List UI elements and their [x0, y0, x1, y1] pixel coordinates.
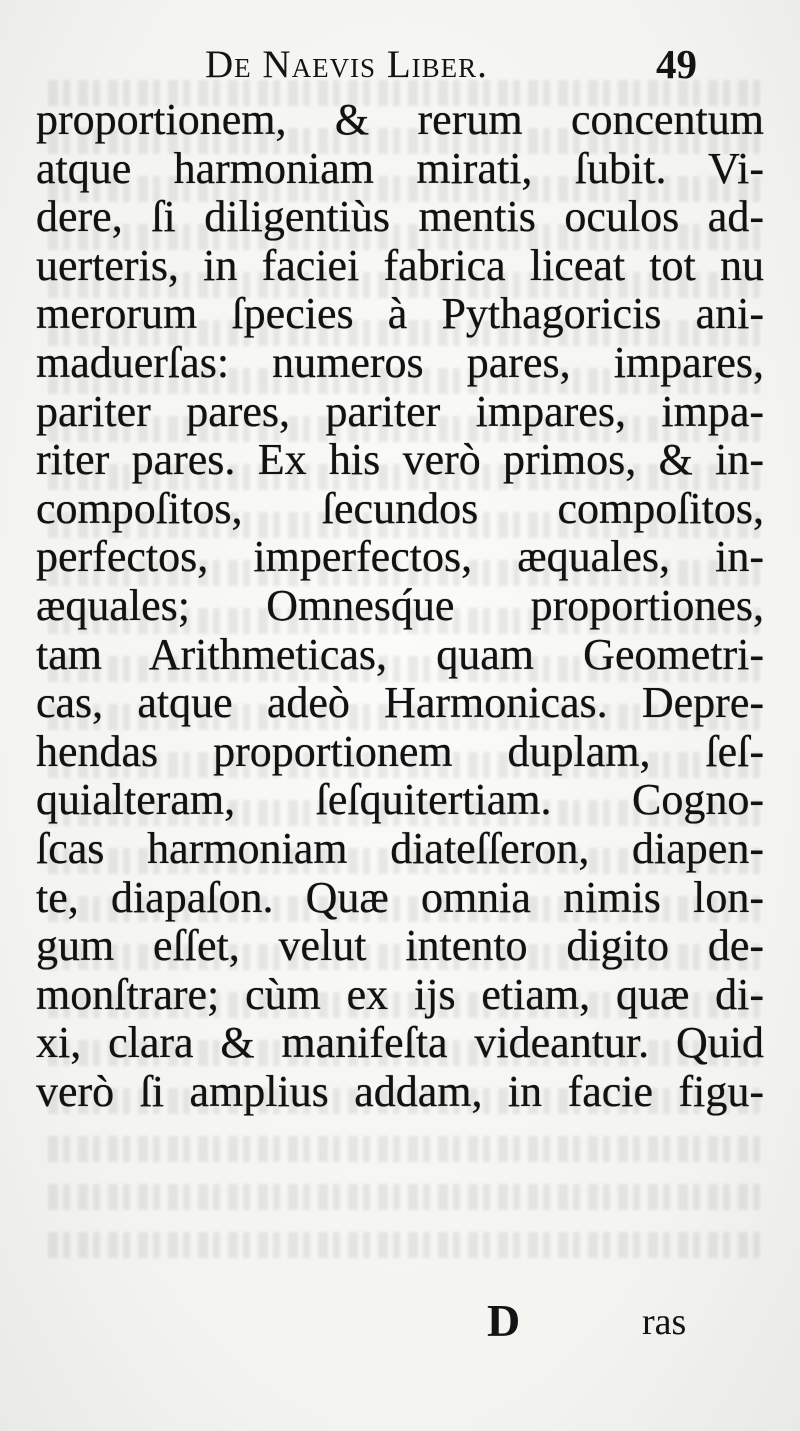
running-head [0, 38, 800, 98]
text-line: tam Arithmeticas, quam Geometri- [36, 630, 764, 679]
signature-mark: D [487, 1295, 521, 1346]
text-line: pariter pares, pariter impares, impa- [36, 387, 764, 436]
ghost-line [40, 1184, 760, 1210]
text-line: riter pares. Ex his verò primos, & in- [36, 436, 764, 485]
text-line: quialteram, ſeſquitertiam. Cogno- [36, 776, 764, 825]
text-line: compoſitos, ſecundos compoſitos, [36, 484, 764, 533]
text-line: hendas proportionem duplam, ſeſ- [36, 727, 764, 776]
ghost-line [40, 1232, 760, 1258]
page-number: 49 [656, 41, 697, 87]
text-line: æquales; Omnesq́ue proportiones, [36, 581, 764, 630]
text-line: atque harmoniam mirati, ſubit. Vi- [36, 144, 764, 193]
catchword: ras [642, 1301, 687, 1343]
ghost-line [40, 1136, 760, 1162]
text-line: uerteris, in faciei fabrica liceat tot nu [36, 241, 764, 290]
text-line: maduerſas: numeros pares, impares, [36, 338, 764, 387]
text-line: dere, ſi diligentiùs mentis oculos ad- [36, 193, 764, 242]
running-title: De Naevis Liber. [205, 43, 488, 86]
text-line: cas, atque adeò Harmonicas. Depre- [36, 679, 764, 728]
text-line: xi, clara & manifeſta videantur. Quid [36, 1019, 764, 1068]
body-text [36, 96, 764, 1116]
text-line: gum eſſet, velut intento digito de- [36, 922, 764, 971]
text-line: perfectos, imperfectos, æquales, in- [36, 533, 764, 582]
text-line: proportionem, & rerum concentum [36, 96, 764, 144]
text-line: merorum ſpecies à Pythagoricis ani- [36, 290, 764, 339]
text-line: te, diapaſon. Quæ omnia nimis lon- [36, 873, 764, 922]
text-line: ſcas harmoniam diateſſeron, diapen- [36, 824, 764, 873]
text-line: monſtrare; cùm ex ijs etiam, quæ di- [36, 970, 764, 1019]
text-line: verò ſi amplius addam, in facie figu- [36, 1067, 764, 1116]
